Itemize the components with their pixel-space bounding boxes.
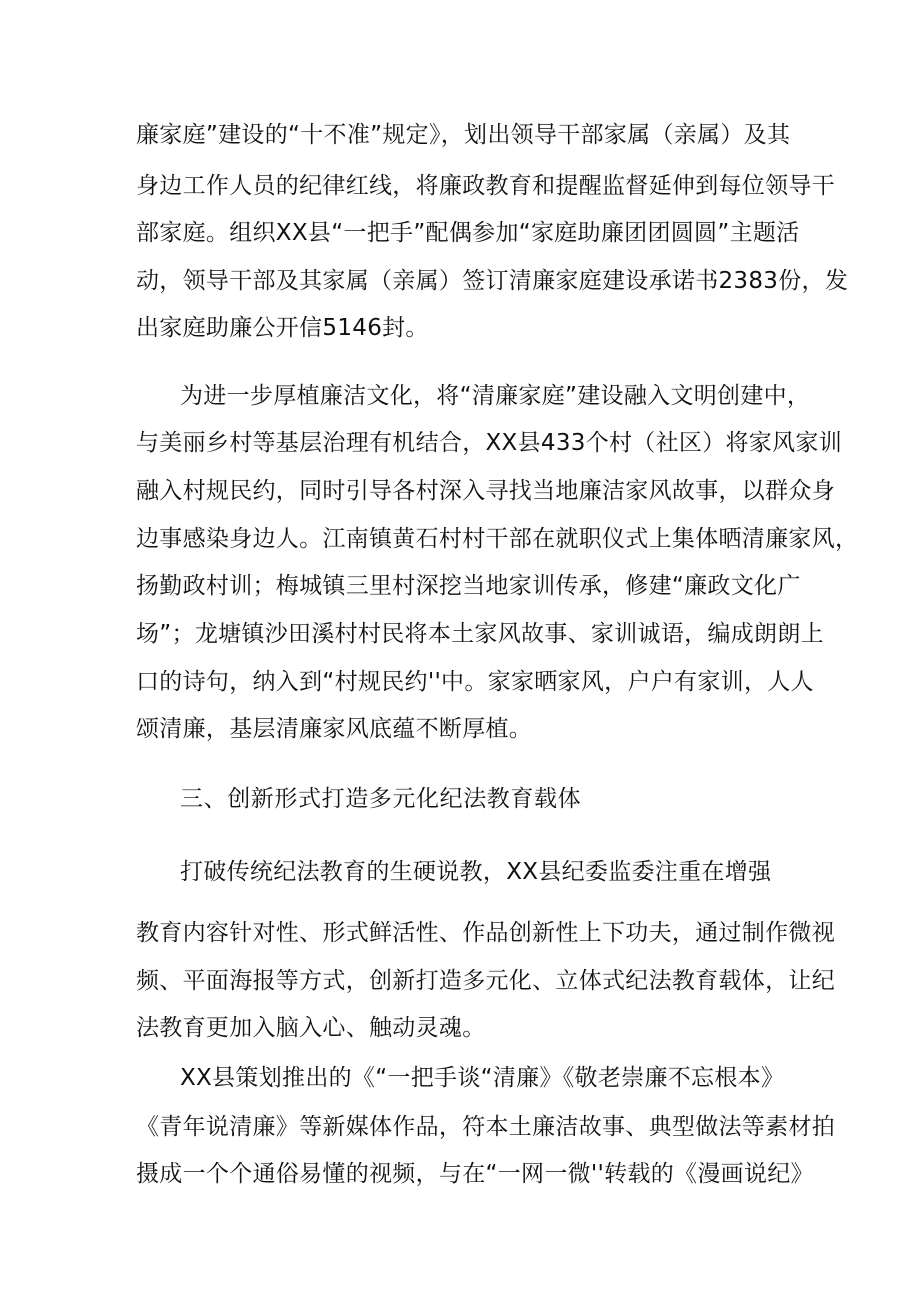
paragraph-2-line-6: 场”；龙塘镇沙田溪村村民将本土家风故事、家训诚语，编成朗朗上 xyxy=(136,621,824,647)
section-heading: 三、创新形式打造多元化纪法教育载体 xyxy=(180,786,582,812)
paragraph-2-line-8: 颂清廉，基层清廉家风底蕴不断厚植。 xyxy=(136,716,533,742)
paragraph-2-line-1: 为进一步厚植廉洁文化，将“清廉家庭”建设融入文明创建中， xyxy=(180,383,811,409)
paragraph-3-line-4: 法教育更加入脑入心、触动灵魂。 xyxy=(136,1015,486,1041)
paragraph-2-line-5: 扬勤政村训；梅城镇三里村深挖当地家训传承，修建“廉政文化广 xyxy=(136,573,801,599)
paragraph-4-line-1: XX县策划推出的《“一把手谈“清廉》《敬老崇廉不忘根本》 xyxy=(180,1065,785,1091)
paragraph-3-line-2: 教育内容针对性、形式鲜活性、作品创新性上下功夫，通过制作微视 xyxy=(136,920,835,946)
paragraph-1-line-1: 廉家庭”建设的“十不准”规定》，划出领导干部家属（亲属）及其 xyxy=(136,122,791,148)
paragraph-2-line-7: 口的诗句，纳入到“村规民约''中。家家晒家风，户户有家训，人人 xyxy=(136,669,814,695)
paragraph-4-line-3: 摄成一个个通俗易懂的视频，与在“一网一微''转载的《漫画说纪》 xyxy=(136,1161,814,1187)
paragraph-2-line-3: 融入村规民约，同时引导各村深入寻找当地廉洁家风故事，以群众身 xyxy=(136,478,835,504)
paragraph-2-line-4: 边事感染身边人。江南镇黄石村村干部在就职仪式上集体晒清廉家风， xyxy=(136,526,859,552)
paragraph-1-line-5: 出家庭助廉公开信5146封。 xyxy=(136,315,429,341)
paragraph-3-line-1: 打破传统纪法教育的生硬说教，XX县纪委监委注重在增强 xyxy=(180,859,772,885)
paragraph-2-line-2: 与美丽乡村等基层治理有机结合，XX县433个村（社区）将家风家训 xyxy=(136,430,843,456)
paragraph-3-line-3: 频、平面海报等方式，创新打造多元化、立体式纪法教育载体，让纪 xyxy=(136,968,835,994)
paragraph-1-line-2: 身边工作人员的纪律红线，将廉政教育和提醒监督延伸到每位领导干 xyxy=(136,173,835,199)
paragraph-4-line-2: 《青年说清廉》等新媒体作品，符本土廉洁故事、典型做法等素材拍 xyxy=(136,1114,835,1140)
paragraph-1-line-3: 部家庭。组织XX县“一把手”配偶参加“家庭助廉团团圆圆”主题活 xyxy=(136,220,800,246)
paragraph-1-line-4: 动，领导干部及其家属（亲属）签订清廉家庭建设承诺书2383份，发 xyxy=(136,268,849,294)
